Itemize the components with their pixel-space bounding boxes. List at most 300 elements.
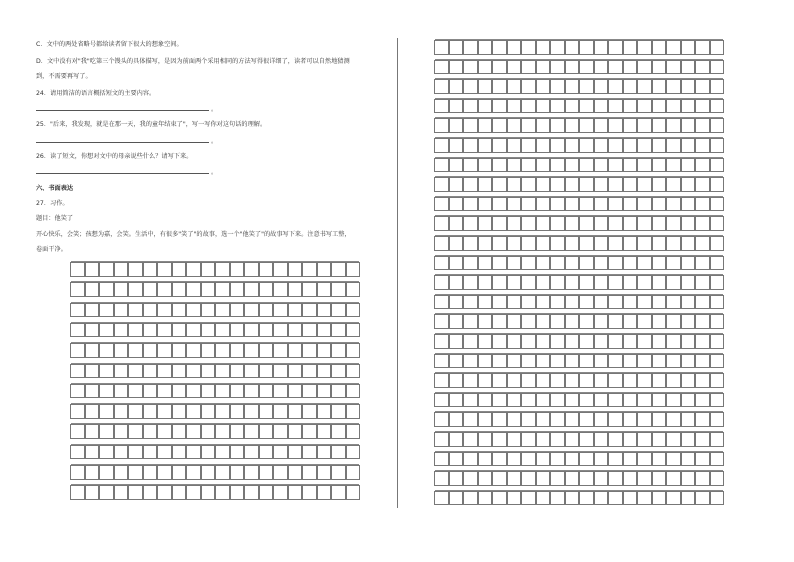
grid-cell[interactable]	[710, 118, 725, 133]
grid-cell[interactable]	[652, 412, 667, 427]
grid-cell[interactable]	[288, 262, 303, 277]
grid-cell[interactable]	[507, 491, 522, 506]
grid-cell[interactable]	[710, 275, 725, 290]
grid-cell[interactable]	[99, 384, 114, 399]
grid-cell[interactable]	[536, 197, 551, 212]
grid-cell[interactable]	[550, 393, 565, 408]
grid-cell[interactable]	[579, 118, 594, 133]
grid-cell[interactable]	[317, 465, 332, 480]
grid-cell[interactable]	[434, 491, 449, 506]
grid-cell[interactable]	[128, 465, 143, 480]
grid-cell[interactable]	[681, 334, 696, 349]
grid-cell[interactable]	[521, 491, 536, 506]
grid-cell[interactable]	[85, 424, 100, 439]
grid-cell[interactable]	[521, 412, 536, 427]
grid-cell[interactable]	[681, 197, 696, 212]
grid-cell[interactable]	[666, 79, 681, 94]
grid-cell[interactable]	[507, 40, 522, 55]
grid-cell[interactable]	[652, 177, 667, 192]
grid-cell[interactable]	[273, 323, 288, 338]
grid-cell[interactable]	[536, 354, 551, 369]
grid-cell[interactable]	[449, 236, 464, 251]
grid-cell[interactable]	[652, 138, 667, 153]
grid-cell[interactable]	[114, 282, 129, 297]
grid-cell[interactable]	[273, 404, 288, 419]
grid-cell[interactable]	[594, 412, 609, 427]
grid-cell[interactable]	[507, 118, 522, 133]
grid-cell[interactable]	[215, 282, 230, 297]
grid-cell[interactable]	[608, 393, 623, 408]
grid-cell[interactable]	[186, 404, 201, 419]
grid-cell[interactable]	[244, 323, 259, 338]
grid-cell[interactable]	[186, 303, 201, 318]
grid-cell[interactable]	[478, 236, 493, 251]
grid-cell[interactable]	[608, 138, 623, 153]
grid-cell[interactable]	[288, 485, 303, 500]
grid-cell[interactable]	[114, 384, 129, 399]
grid-cell[interactable]	[579, 60, 594, 75]
grid-cell[interactable]	[85, 282, 100, 297]
grid-cell[interactable]	[652, 236, 667, 251]
grid-cell[interactable]	[492, 40, 507, 55]
grid-cell[interactable]	[317, 384, 332, 399]
grid-cell[interactable]	[186, 445, 201, 460]
grid-cell[interactable]	[652, 118, 667, 133]
grid-cell[interactable]	[521, 256, 536, 271]
grid-cell[interactable]	[507, 99, 522, 114]
grid-cell[interactable]	[507, 373, 522, 388]
grid-cell[interactable]	[244, 303, 259, 318]
grid-cell[interactable]	[128, 364, 143, 379]
grid-cell[interactable]	[637, 197, 652, 212]
grid-cell[interactable]	[492, 314, 507, 329]
grid-cell[interactable]	[565, 393, 580, 408]
grid-cell[interactable]	[492, 373, 507, 388]
grid-cell[interactable]	[449, 40, 464, 55]
grid-cell[interactable]	[507, 334, 522, 349]
grid-cell[interactable]	[434, 393, 449, 408]
grid-cell[interactable]	[128, 404, 143, 419]
grid-cell[interactable]	[550, 99, 565, 114]
grid-cell[interactable]	[550, 138, 565, 153]
grid-cell[interactable]	[128, 343, 143, 358]
grid-cell[interactable]	[710, 373, 725, 388]
grid-cell[interactable]	[710, 393, 725, 408]
grid-cell[interactable]	[244, 485, 259, 500]
grid-cell[interactable]	[302, 343, 317, 358]
grid-cell[interactable]	[594, 177, 609, 192]
grid-cell[interactable]	[244, 282, 259, 297]
grid-cell[interactable]	[579, 354, 594, 369]
grid-cell[interactable]	[273, 424, 288, 439]
grid-cell[interactable]	[594, 138, 609, 153]
grid-cell[interactable]	[565, 452, 580, 467]
grid-cell[interactable]	[579, 295, 594, 310]
grid-cell[interactable]	[594, 491, 609, 506]
grid-cell[interactable]	[695, 295, 710, 310]
grid-cell[interactable]	[492, 295, 507, 310]
grid-cell[interactable]	[463, 275, 478, 290]
grid-cell[interactable]	[623, 99, 638, 114]
grid-cell[interactable]	[230, 282, 245, 297]
grid-cell[interactable]	[186, 343, 201, 358]
grid-cell[interactable]	[317, 343, 332, 358]
grid-cell[interactable]	[507, 275, 522, 290]
grid-cell[interactable]	[114, 303, 129, 318]
grid-cell[interactable]	[710, 334, 725, 349]
grid-cell[interactable]	[331, 404, 346, 419]
grid-cell[interactable]	[346, 485, 361, 500]
grid-cell[interactable]	[666, 99, 681, 114]
grid-cell[interactable]	[666, 60, 681, 75]
grid-cell[interactable]	[536, 138, 551, 153]
grid-cell[interactable]	[637, 79, 652, 94]
grid-cell[interactable]	[637, 491, 652, 506]
grid-cell[interactable]	[623, 79, 638, 94]
grid-cell[interactable]	[463, 295, 478, 310]
grid-cell[interactable]	[143, 364, 158, 379]
grid-cell[interactable]	[710, 138, 725, 153]
grid-cell[interactable]	[550, 432, 565, 447]
grid-cell[interactable]	[346, 424, 361, 439]
grid-cell[interactable]	[85, 343, 100, 358]
grid-cell[interactable]	[463, 412, 478, 427]
grid-cell[interactable]	[521, 432, 536, 447]
grid-cell[interactable]	[637, 432, 652, 447]
grid-cell[interactable]	[346, 282, 361, 297]
grid-cell[interactable]	[114, 364, 129, 379]
grid-cell[interactable]	[492, 393, 507, 408]
grid-cell[interactable]	[681, 373, 696, 388]
grid-cell[interactable]	[346, 303, 361, 318]
grid-cell[interactable]	[492, 118, 507, 133]
grid-cell[interactable]	[463, 393, 478, 408]
grid-cell[interactable]	[114, 445, 129, 460]
grid-cell[interactable]	[652, 60, 667, 75]
grid-cell[interactable]	[666, 432, 681, 447]
grid-cell[interactable]	[186, 364, 201, 379]
grid-cell[interactable]	[288, 465, 303, 480]
grid-cell[interactable]	[608, 118, 623, 133]
grid-cell[interactable]	[565, 354, 580, 369]
grid-cell[interactable]	[594, 354, 609, 369]
grid-cell[interactable]	[681, 314, 696, 329]
grid-cell[interactable]	[594, 295, 609, 310]
grid-cell[interactable]	[114, 323, 129, 338]
grid-cell[interactable]	[478, 295, 493, 310]
grid-cell[interactable]	[536, 373, 551, 388]
grid-cell[interactable]	[536, 491, 551, 506]
grid-cell[interactable]	[244, 465, 259, 480]
grid-cell[interactable]	[143, 424, 158, 439]
grid-cell[interactable]	[623, 393, 638, 408]
grid-cell[interactable]	[536, 256, 551, 271]
grid-cell[interactable]	[681, 79, 696, 94]
grid-cell[interactable]	[710, 432, 725, 447]
grid-cell[interactable]	[288, 364, 303, 379]
grid-cell[interactable]	[273, 262, 288, 277]
grid-cell[interactable]	[637, 334, 652, 349]
grid-cell[interactable]	[128, 303, 143, 318]
grid-cell[interactable]	[463, 373, 478, 388]
grid-cell[interactable]	[710, 491, 725, 506]
grid-cell[interactable]	[565, 197, 580, 212]
grid-cell[interactable]	[215, 485, 230, 500]
grid-cell[interactable]	[681, 60, 696, 75]
grid-cell[interactable]	[478, 79, 493, 94]
grid-cell[interactable]	[594, 334, 609, 349]
grid-cell[interactable]	[608, 471, 623, 486]
grid-cell[interactable]	[507, 432, 522, 447]
grid-cell[interactable]	[449, 158, 464, 173]
grid-cell[interactable]	[70, 465, 85, 480]
grid-cell[interactable]	[317, 262, 332, 277]
grid-cell[interactable]	[565, 256, 580, 271]
grid-cell[interactable]	[331, 282, 346, 297]
grid-cell[interactable]	[244, 364, 259, 379]
grid-cell[interactable]	[637, 412, 652, 427]
grid-cell[interactable]	[521, 471, 536, 486]
grid-cell[interactable]	[579, 491, 594, 506]
grid-cell[interactable]	[681, 354, 696, 369]
grid-cell[interactable]	[449, 393, 464, 408]
grid-cell[interactable]	[492, 60, 507, 75]
grid-cell[interactable]	[521, 334, 536, 349]
grid-cell[interactable]	[695, 373, 710, 388]
grid-cell[interactable]	[536, 295, 551, 310]
grid-cell[interactable]	[302, 465, 317, 480]
grid-cell[interactable]	[637, 138, 652, 153]
grid-cell[interactable]	[478, 471, 493, 486]
grid-cell[interactable]	[201, 262, 216, 277]
grid-cell[interactable]	[652, 40, 667, 55]
grid-cell[interactable]	[710, 256, 725, 271]
grid-cell[interactable]	[288, 424, 303, 439]
grid-cell[interactable]	[652, 334, 667, 349]
grid-cell[interactable]	[594, 40, 609, 55]
grid-cell[interactable]	[157, 364, 172, 379]
grid-cell[interactable]	[331, 364, 346, 379]
grid-cell[interactable]	[143, 404, 158, 419]
grid-cell[interactable]	[565, 177, 580, 192]
grid-cell[interactable]	[608, 354, 623, 369]
grid-cell[interactable]	[521, 177, 536, 192]
grid-cell[interactable]	[695, 471, 710, 486]
grid-cell[interactable]	[695, 393, 710, 408]
grid-cell[interactable]	[85, 364, 100, 379]
grid-cell[interactable]	[565, 118, 580, 133]
grid-cell[interactable]	[434, 354, 449, 369]
grid-cell[interactable]	[128, 262, 143, 277]
grid-cell[interactable]	[550, 452, 565, 467]
grid-cell[interactable]	[594, 216, 609, 231]
grid-cell[interactable]	[186, 465, 201, 480]
grid-cell[interactable]	[492, 275, 507, 290]
grid-cell[interactable]	[346, 445, 361, 460]
grid-cell[interactable]	[302, 262, 317, 277]
grid-cell[interactable]	[215, 303, 230, 318]
grid-cell[interactable]	[259, 323, 274, 338]
grid-cell[interactable]	[157, 303, 172, 318]
grid-cell[interactable]	[114, 424, 129, 439]
grid-cell[interactable]	[695, 275, 710, 290]
grid-cell[interactable]	[70, 323, 85, 338]
grid-cell[interactable]	[85, 404, 100, 419]
grid-cell[interactable]	[637, 158, 652, 173]
grid-cell[interactable]	[157, 323, 172, 338]
grid-cell[interactable]	[215, 404, 230, 419]
grid-cell[interactable]	[652, 275, 667, 290]
grid-cell[interactable]	[565, 138, 580, 153]
grid-cell[interactable]	[594, 393, 609, 408]
grid-cell[interactable]	[521, 393, 536, 408]
grid-cell[interactable]	[434, 256, 449, 271]
grid-cell[interactable]	[201, 282, 216, 297]
grid-cell[interactable]	[637, 314, 652, 329]
grid-cell[interactable]	[85, 465, 100, 480]
grid-cell[interactable]	[695, 138, 710, 153]
grid-cell[interactable]	[666, 412, 681, 427]
grid-cell[interactable]	[507, 197, 522, 212]
grid-cell[interactable]	[608, 314, 623, 329]
grid-cell[interactable]	[652, 99, 667, 114]
grid-cell[interactable]	[507, 60, 522, 75]
grid-cell[interactable]	[463, 452, 478, 467]
grid-cell[interactable]	[521, 40, 536, 55]
grid-cell[interactable]	[85, 262, 100, 277]
grid-cell[interactable]	[623, 334, 638, 349]
grid-cell[interactable]	[695, 197, 710, 212]
grid-cell[interactable]	[579, 432, 594, 447]
grid-cell[interactable]	[652, 432, 667, 447]
grid-cell[interactable]	[550, 373, 565, 388]
grid-cell[interactable]	[463, 432, 478, 447]
grid-cell[interactable]	[449, 118, 464, 133]
grid-cell[interactable]	[478, 275, 493, 290]
grid-cell[interactable]	[259, 282, 274, 297]
grid-cell[interactable]	[681, 471, 696, 486]
grid-cell[interactable]	[463, 177, 478, 192]
grid-cell[interactable]	[652, 197, 667, 212]
grid-cell[interactable]	[507, 412, 522, 427]
grid-cell[interactable]	[492, 197, 507, 212]
grid-cell[interactable]	[302, 303, 317, 318]
grid-cell[interactable]	[99, 262, 114, 277]
grid-cell[interactable]	[608, 373, 623, 388]
grid-cell[interactable]	[85, 323, 100, 338]
grid-cell[interactable]	[565, 334, 580, 349]
grid-cell[interactable]	[478, 60, 493, 75]
grid-cell[interactable]	[652, 354, 667, 369]
grid-cell[interactable]	[608, 177, 623, 192]
grid-cell[interactable]	[521, 197, 536, 212]
grid-cell[interactable]	[331, 323, 346, 338]
grid-cell[interactable]	[273, 364, 288, 379]
grid-cell[interactable]	[652, 216, 667, 231]
grid-cell[interactable]	[201, 424, 216, 439]
grid-cell[interactable]	[478, 216, 493, 231]
grid-cell[interactable]	[172, 384, 187, 399]
grid-cell[interactable]	[681, 412, 696, 427]
grid-cell[interactable]	[594, 60, 609, 75]
grid-cell[interactable]	[215, 384, 230, 399]
grid-cell[interactable]	[637, 393, 652, 408]
grid-cell[interactable]	[346, 323, 361, 338]
grid-cell[interactable]	[681, 118, 696, 133]
grid-cell[interactable]	[273, 282, 288, 297]
grid-cell[interactable]	[652, 452, 667, 467]
grid-cell[interactable]	[449, 216, 464, 231]
grid-cell[interactable]	[550, 60, 565, 75]
grid-cell[interactable]	[710, 197, 725, 212]
grid-cell[interactable]	[143, 465, 158, 480]
grid-cell[interactable]	[594, 197, 609, 212]
grid-cell[interactable]	[186, 282, 201, 297]
grid-cell[interactable]	[492, 412, 507, 427]
grid-cell[interactable]	[99, 303, 114, 318]
grid-cell[interactable]	[449, 197, 464, 212]
grid-cell[interactable]	[70, 343, 85, 358]
answer-line-26[interactable]	[36, 173, 209, 174]
grid-cell[interactable]	[637, 452, 652, 467]
grid-cell[interactable]	[507, 256, 522, 271]
grid-cell[interactable]	[449, 491, 464, 506]
grid-cell[interactable]	[114, 485, 129, 500]
grid-cell[interactable]	[317, 282, 332, 297]
grid-cell[interactable]	[288, 343, 303, 358]
grid-cell[interactable]	[695, 177, 710, 192]
grid-cell[interactable]	[623, 197, 638, 212]
grid-cell[interactable]	[521, 60, 536, 75]
grid-cell[interactable]	[666, 216, 681, 231]
grid-cell[interactable]	[550, 334, 565, 349]
grid-cell[interactable]	[507, 138, 522, 153]
grid-cell[interactable]	[652, 158, 667, 173]
grid-cell[interactable]	[710, 40, 725, 55]
grid-cell[interactable]	[507, 79, 522, 94]
grid-cell[interactable]	[172, 343, 187, 358]
grid-cell[interactable]	[492, 334, 507, 349]
grid-cell[interactable]	[666, 177, 681, 192]
grid-cell[interactable]	[710, 158, 725, 173]
grid-cell[interactable]	[695, 314, 710, 329]
grid-cell[interactable]	[143, 485, 158, 500]
grid-cell[interactable]	[70, 384, 85, 399]
grid-cell[interactable]	[244, 424, 259, 439]
grid-cell[interactable]	[521, 354, 536, 369]
grid-cell[interactable]	[550, 158, 565, 173]
grid-cell[interactable]	[565, 99, 580, 114]
grid-cell[interactable]	[99, 445, 114, 460]
grid-cell[interactable]	[259, 303, 274, 318]
grid-cell[interactable]	[623, 60, 638, 75]
grid-cell[interactable]	[521, 79, 536, 94]
grid-cell[interactable]	[143, 303, 158, 318]
grid-cell[interactable]	[594, 471, 609, 486]
grid-cell[interactable]	[201, 404, 216, 419]
grid-cell[interactable]	[579, 99, 594, 114]
grid-cell[interactable]	[536, 118, 551, 133]
grid-cell[interactable]	[623, 314, 638, 329]
grid-cell[interactable]	[507, 177, 522, 192]
grid-cell[interactable]	[710, 99, 725, 114]
grid-cell[interactable]	[463, 314, 478, 329]
grid-cell[interactable]	[463, 256, 478, 271]
grid-cell[interactable]	[143, 343, 158, 358]
grid-cell[interactable]	[70, 404, 85, 419]
grid-cell[interactable]	[710, 60, 725, 75]
grid-cell[interactable]	[594, 118, 609, 133]
